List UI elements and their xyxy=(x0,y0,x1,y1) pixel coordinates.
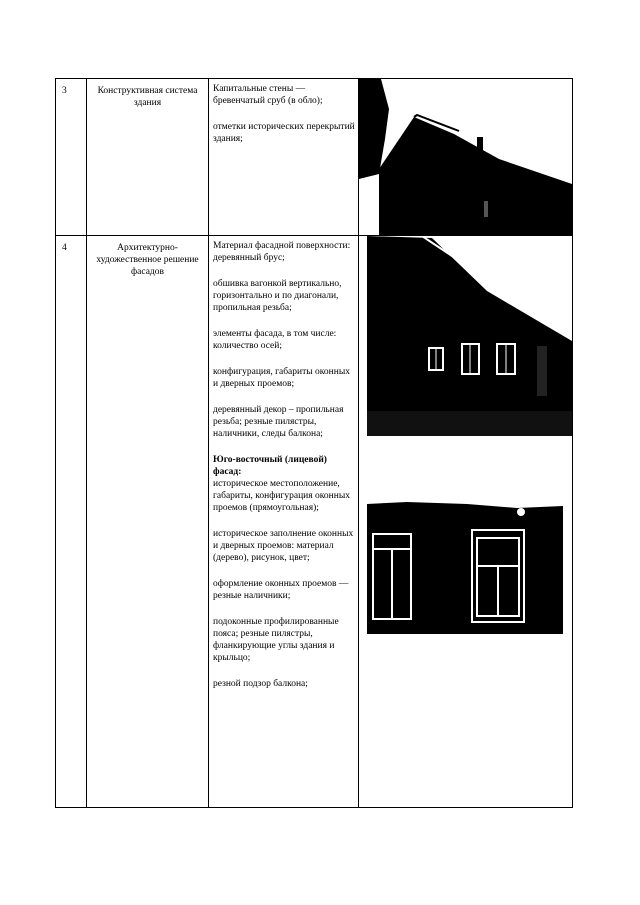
row-title: Конструктивная система здания xyxy=(87,79,209,236)
table-row xyxy=(56,236,573,808)
row-number: 3 xyxy=(56,79,87,236)
facade-subheading: Юго-восточный (лицевой) фасад: xyxy=(213,455,327,477)
description-paragraph: оформление оконных проемов — резные наличники; xyxy=(213,579,349,601)
photo-cell xyxy=(359,236,573,808)
description-paragraph: Материал фасадной поверхности: деревянный брус; xyxy=(213,241,351,263)
photo-cell xyxy=(359,79,573,236)
description-paragraph: обшивка вагонкой вертикально, горизонтально и по диагонали, пропильная резьба; xyxy=(213,279,342,313)
row-description xyxy=(209,79,359,236)
description-paragraph: историческое местоположение, габариты, конфигурация оконных проемов (прямоугольная); xyxy=(213,479,350,513)
table-row xyxy=(56,79,573,236)
description-paragraph: деревянный декор – пропильная резьба; резные пилястры, наличники, следы балкона; xyxy=(213,405,344,439)
description-paragraph: подоконные профилированные пояса; резные пилястры, фланкирующие углы здания и крыльцо; xyxy=(213,617,339,663)
row-number: 4 xyxy=(56,236,87,808)
description-paragraph: историческое заполнение оконных и дверных проемов: материал (дерево), рисунок, цвет; xyxy=(213,529,354,563)
photo-facade-windows-closeup xyxy=(367,494,572,634)
photo-roof-gable xyxy=(359,79,572,235)
row-description xyxy=(209,236,359,808)
description-paragraph: конфигурация, габариты оконных и дверных проемов; xyxy=(213,367,350,389)
photo-facade-perspective xyxy=(367,236,572,436)
description-paragraph: резной подзор балкона; xyxy=(213,679,308,689)
description-paragraph: элементы фасада, в том числе: количество осей; xyxy=(213,329,337,351)
monument-elements-table xyxy=(55,78,573,808)
row-title: Архитектурно-художественное решение фасадов xyxy=(87,236,209,808)
description-paragraph: Капитальные стены — бревенчатый сруб (в облo); xyxy=(213,84,323,106)
description-paragraph: отметки исторических перекрытий здания; xyxy=(213,122,355,144)
